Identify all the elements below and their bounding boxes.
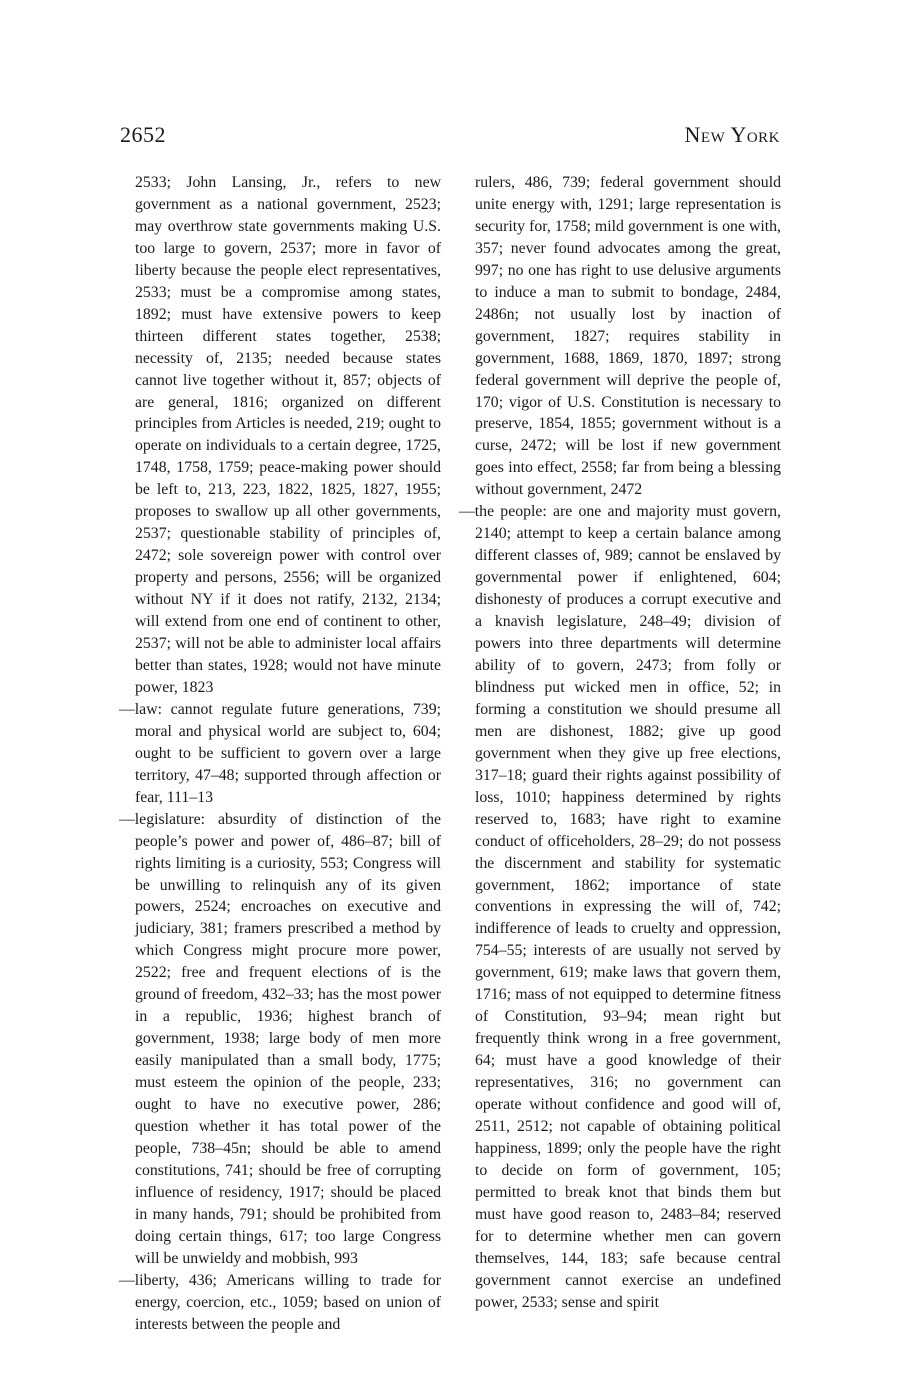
- index-subentry-the-people: —the people: are one and majority must govern, 2140; attempt to keep a certain balance among different classes of, 989; cannot be enslaved by governmental power if enlightened, 604; dishonesty of produces a corrupt executive and a knavish legislature, 248–49; division of powers into three departments will determine ability of to govern, 2473; from folly or blindness put wicked men in office, 52; in forming a constitution we should presume all men are dishonest, 1882; give up good government when they give up free elections, 317–18; guard their rights against possibility of loss, 1010; happiness determined by rights reserved to, 1683; have right to examine conduct of officeholders, 28–29; do not possess the discernment and stability for systematic government, 1862; importance of state conventions in expressing the will of, 742; indifference of leads to cruelty and oppression, 754–55; interests of are usually not served by government, 619; make laws that govern them, 1716; mass of not equipped to determine fitness of Constitution, 93–94; mean right but frequently think wrong in a free government, 64; must have a good knowledge of their representatives, 316; no government can operate without confidence and good will of, 2511, 2512; not capable of obtaining political happiness, 1899; only the people have the right to decide on form of government, 105; permitted to break knot that binds them but must have good reason to, 2483–84; reserved for to determine whether men can govern themselves, 144, 183; safe because central government cannot exercise an undefined power, 2533; sense and spirit: [459, 503, 781, 1311]
- index-subentry-legislature: —legislature: absurdity of distinction of the people’s power and power of, 486–87; bill of rights limiting is a curiosity, 553; Congress will be unwilling to relinquish any of its given powers, 2524; encroaches on executive and judiciary, 381; framers prescribed a method by which Congress might procure more power, 2522; free and frequent elections of is the ground of freedom, 432–33; has the most power in a republic, 1936; highest branch of government, 1938; large body of men more easily manipulated than a small body, 1775; must esteem the opinion of the people, 233; ought to have no executive power, 286; question whether it has total power of the people, 738–45n; should be able to amend constitutions, 741; should be free of corrupting influence of residency, 1917; should be placed in many hands, 791; should be prohibited from doing certain things, 617; too large Congress will be unwieldy and mobbish, 993: [119, 810, 441, 1267]
- right-column: [459, 172, 781, 1314]
- index-entry: rulers, 486, 739; federal government should unite energy with, 1291; large representation is security for, 1758; mild government is one with, 357; never found advocates among the great, 997; no one has right to use delusive arguments to induce a man to submit to bondage, 2484, 2486n; not usually lost by inaction of government, 1827; requires stability in government, 1688, 1869, 1870, 1897; strong federal government will deprive the people of, 170; vigor of U.S. Constitution is necessary to preserve, 1854, 1855; government without is a curse, 2472; will be lost if new government goes into effect, 2558; far from being a blessing without government, 2472: [475, 174, 781, 499]
- index-subentry-law: —law: cannot regulate future generations, 739; moral and physical world are subject to, 604; ought to be sufficient to govern over a large territory, 47–48; supported through affection or fear, 111–13: [119, 700, 441, 806]
- index-entry: 2533; John Lansing, Jr., refers to new government as a national government, 2523; may overthrow state governments making U.S. too large to govern, 2537; more in favor of liberty because the people elect representatives, 2533; must be a compromise among states, 1892; must have extensive powers to keep thirteen different states together, 2538; necessity of, 2135; needed because states cannot live together without it, 857; objects of are general, 1816; organized on different principles from Articles is needed, 219; ought to operate on individuals to a certain degree, 1725, 1748, 1758, 1759; peace-making power should be left to, 213, 223, 1822, 1825, 1827, 1955; proposes to swallow up all other governments, 2537; questionable stability of principles of, 2472; sole sovereign power with control over property and persons, 2556; will be organized without NY if it does not ratify, 2132, 2134; will extend from one end of continent to other, 2537; will not be able to administer local affairs better than states, 1928; would not have minute power, 1823: [135, 174, 441, 696]
- page-number: 2652: [120, 122, 166, 147]
- index-subentry-liberty: —liberty, 436; Americans willing to trade for energy, coercion, etc., 1059; based on union of interests between the people and: [119, 1271, 441, 1333]
- running-head: New York: [684, 122, 780, 147]
- left-column: [119, 172, 441, 1336]
